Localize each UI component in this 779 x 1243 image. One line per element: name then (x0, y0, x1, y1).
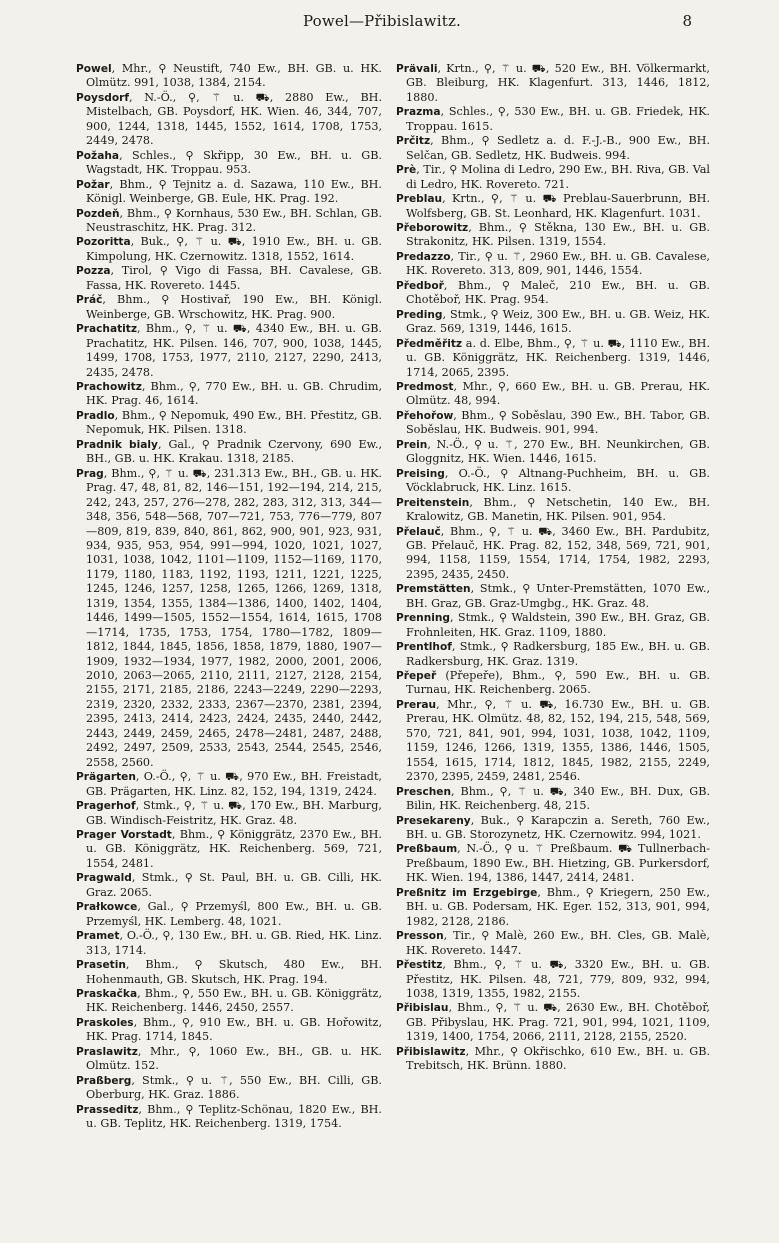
directory-entry (76, 1016, 382, 1045)
directory-entry (76, 1074, 382, 1103)
entry-details: , O.-Ö., ⚲ Altnang-Puchheim, BH. u. GB. Vöcklabruck, HK. Linz. 1615. (406, 466, 710, 495)
entry-details: , Krtn., ⚲, ⚚ u. ⛟ Preblau-Sauerbrunn, BH. Wolfsberg, GB. St. Leonhard, HK. Klagenfurt. 1031. (406, 192, 710, 220)
entry-place-name: Prag (76, 467, 104, 480)
entry-place-name: Přelauč (396, 525, 441, 538)
entry-place-name: Praßberg (76, 1074, 132, 1087)
entry-details: , N.-Ö., ⚲ u. ⚚ Preßbaum. ⛟ Tullnerbach-Preßbaum, 1890 Ew., BH. Hietzing, GB. Purkersdorf, HK. Wien. 194, 1386, 1447, 2414, 2481. (406, 842, 710, 885)
entry-place-name: Preding (396, 308, 443, 321)
entry-details: , Bhm., ⚲ Teplitz-Schönau, 1820 Ew., BH. u. GB. Teplitz, HK. Reichenberg. 1319, 1754. (86, 1102, 382, 1131)
entry-place-name: Premstätten (396, 583, 471, 596)
entry-place-name: Přepeř (396, 670, 437, 683)
directory-entry (396, 785, 710, 814)
entry-place-name: Preising (396, 467, 445, 480)
entry-details: , Stmk., ⚲ Unter-Premstätten, 1070 Ew., BH. Graz, GB. Graz-Umgbg., HK. Graz. 48. (406, 582, 710, 610)
directory-entry (76, 438, 382, 467)
entry-details: , Bhm., ⚲, 770 Ew., BH. u. GB. Chrudim, HK. Prag. 46, 1614. (86, 379, 382, 408)
entry-details: , Bhm., ⚲, ⚚ u. ⛟, 3320 Ew., BH. u. GB. Přestitz, HK. Pilsen. 48, 721, 779, 809, 932, 994, 1038, 1319, 1355, 1982, 2155. (406, 958, 710, 1000)
entry-place-name: Prè (396, 164, 417, 177)
entry-place-name: Predazzo (396, 250, 451, 263)
entry-details: , Tir., ⚲ Molina di Ledro, 290 Ew., BH. Riva, GB. Val di Ledro, HK. Rovereto. 721. (406, 163, 710, 191)
directory-entry (396, 380, 710, 409)
entry-place-name: Přibislawitz (396, 1045, 466, 1058)
page-number: 8 (682, 12, 692, 30)
directory-entry (396, 669, 710, 698)
entry-place-name: Prägarten (76, 771, 136, 784)
directory-entry (76, 380, 382, 409)
directory-entry (76, 929, 382, 958)
entry-details: , Bhm., ⚲ Skutsch, 480 Ew., BH. Hohenmauth, GB. Skutsch, HK. Prag. 194. (86, 958, 382, 986)
left-column (76, 62, 382, 1132)
directory-entry (396, 308, 710, 337)
entry-place-name: Přeborowitz (396, 221, 469, 234)
entry-place-name: Pragwald (76, 872, 132, 885)
entry-place-name: Přibislau (396, 1002, 449, 1015)
entry-place-name: Prein (396, 438, 428, 451)
right-column (396, 62, 710, 1074)
entry-place-name: Prachowitz (76, 380, 142, 393)
directory-entry (396, 62, 710, 105)
directory-entry (396, 611, 710, 640)
directory-entry (76, 264, 382, 293)
directory-entry (396, 250, 710, 279)
directory-entry (396, 1001, 710, 1044)
directory-entry (76, 828, 382, 871)
directory-entry (396, 958, 710, 1001)
entry-place-name: Pramet (76, 930, 120, 943)
entry-details: , Schles., ⚲, 530 Ew., BH. u. GB. Friedek, HK. Troppau. 1615. (406, 105, 710, 133)
entry-place-name: Prenning (396, 612, 451, 625)
entry-details: , Tir., ⚲ Malè, 260 Ew., BH. Cles, GB. Malè, HK. Rovereto. 1447. (406, 929, 710, 957)
directory-entry (396, 192, 710, 221)
directory-entry (396, 467, 710, 496)
entry-place-name: Pragerhof (76, 800, 136, 813)
entry-place-name: Prerau (396, 698, 437, 711)
entry-place-name: Prentlhof (396, 641, 452, 654)
entry-details: , Bhm., ⚲, ⚚ u. ⛟, 4340 Ew., BH. u. GB. Prachatitz, HK. Pilsen. 146, 707, 900, 1038, 1445, 1499, 1708, 1753, 1977, 2110, 2127, 2290, 2413, 2435, 2478. (86, 322, 382, 379)
entry-details: , Bhm., ⚲, ⚚ u. ⛟, 2630 Ew., BH. Chotěboř, GB. Přibyslau, HK. Prag. 721, 901, 994, 1021, 1109, 1319, 1400, 1754, 2066, 2111, 2128, 2155, 2520. (406, 1001, 710, 1044)
directory-entry (396, 1045, 710, 1074)
entry-place-name: Praskačka (76, 988, 138, 1000)
entry-details: , Bhm., ⚲ Nepomuk, 490 Ew., BH. Přestitz, GB. Nepomuk, HK. Pilsen. 1318. (86, 408, 382, 437)
entry-place-name: Poysdorf (76, 91, 129, 104)
directory-entry (76, 322, 382, 380)
directory-entry (76, 235, 382, 264)
entry-place-name: Preitenstein (396, 496, 470, 509)
entry-place-name: Pozoritta (76, 236, 131, 249)
entry-place-name: Požaha (76, 149, 120, 162)
entry-details: , Tir., ⚲ u. ⚚, 2960 Ew., BH. u. GB. Cavalese, HK. Rovereto. 313, 809, 901, 1446, 1554. (406, 249, 710, 278)
directory-entry (76, 293, 382, 322)
entry-details: a. d. Elbe, Bhm., ⚲, ⚚ u. ⛟, 1110 Ew., BH. u. GB. Königgrätz, HK. Reichenberg. 1319, 1446, 1714, 2065, 2395. (406, 336, 710, 379)
entry-details: , Stmk., ⚲ u. ⚚, 550 Ew., BH. Cilli, GB. Oberburg, HK. Graz. 1886. (86, 1073, 382, 1102)
entry-place-name: Prasseditz (76, 1103, 139, 1116)
directory-entry (76, 467, 382, 771)
directory-entry (396, 496, 710, 525)
entry-place-name: Prčitz (396, 135, 431, 148)
entry-place-name: Požar (76, 178, 110, 191)
entry-place-name: Preßnitz im Erzgebirge (396, 886, 538, 899)
directory-entry (396, 337, 710, 380)
entry-place-name: Prager Vorstadt (76, 829, 172, 842)
directory-entry (76, 770, 382, 799)
entry-details: , N.-Ö., ⚲ u. ⚚, 270 Ew., BH. Neunkirchen, GB. Gloggnitz, HK. Wien. 1446, 1615. (406, 437, 710, 466)
entry-place-name: Prachatitz (76, 323, 138, 336)
directory-entry (76, 1045, 382, 1074)
entry-place-name: Pradnik bialy (76, 438, 158, 451)
page-title: Powel—Přibislawitz. (302, 12, 462, 30)
entry-details: , Mhr., ⚲, ⚚ u. ⛟, 16.730 Ew., BH. u. GB. Prerau, HK. Olmütz. 48, 82, 152, 194, 215, 548, 569, 570, 721, 841, 901, 994, 1031, 1038, 1042, 1109, 1159, 1246, 1266, 1319, 1355, 1386, 1446, 1505, 1554, 1615, 1714, 1812, 1845, 1982, 2155, 2249, 2370, 2395, 2459, 2481, 2546. (406, 697, 710, 784)
entry-details: , Gal., ⚲ Pradnik Czervony, 690 Ew., BH., GB. u. HK. Krakau. 1318, 2185. (86, 437, 382, 466)
directory-entry (396, 105, 710, 134)
page-header (72, 6, 692, 34)
entry-place-name: Preblau (396, 193, 443, 206)
entry-details: (Přepeře), Bhm., ⚲, 590 Ew., BH. u. GB. Turnau, HK. Reichenberg. 2065. (406, 669, 710, 697)
entry-details: , Stmk., ⚲ Radkersburg, 185 Ew., BH. u. GB. Radkersburg, HK. Graz. 1319. (406, 640, 710, 668)
directory-entry (76, 900, 382, 929)
directory-entry (76, 1103, 382, 1132)
entry-details: , Bhm., ⚲, 910 Ew., BH. u. GB. Hořowitz, HK. Prag. 1714, 1845. (86, 1015, 382, 1044)
entry-place-name: Predmost (396, 380, 454, 393)
directory-entry (76, 987, 382, 1016)
directory-entry (396, 221, 710, 250)
entry-details: , Schles., ⚲ Skřipp, 30 Ew., BH. u. GB. Wagstadt, HK. Troppau. 953. (86, 148, 382, 177)
entry-details: , Bhm., ⚲, ⚚ u. ⛟, 231.313 Ew., BH., GB. u. HK. Prag. 47, 48, 81, 82, 146—151, 192—194, 214, 215, 242, 243, 257, 276—278, 282, 283, 312, 313, 344—348, 356, 548—568, 707—721, 753, 776—779, 807—809, 819, 839, 840, 861, 862, 900, 901, 923, 931, 934, 935, 953, 954, 991—994, 1020, 1021, 1027, 1031, 1038, 1042, 1101—1109, 1152—1169, 1170, 1179, 1180, 1183, 1192, 1193, 1211, 1221, 1225, 1245, 1246, 1257, 1258, 1265, 1266, 1269, 1318, 1319, 1354, 1355, 1384—1386, 1400, 1402, 1404, 1446, 1499—1505, 1552—1554, 1614, 1615, 1708—1714, 1735, 1753, 1754, 1780—1782, 1809—1812, 1844, 1845, 1856, 1858, 1879, 1880, 1907—1909, 1932—1934, 1977, 1982, 2000, 2001, 2006, 2010, 2063—2065, 2110, 2111, 2127, 2128, 2154, 2155, 2171, 2185, 2186, 2243—2249, 2290—2293, 2319, 2320, 2332, 2333, 2367—2370, 2381, 2394, 2395, 2413, 2414, 2423, 2424, 2435, 2440, 2442, 2443, 2449, 2459, 2465, 2478—2481, 2487, 2488, 2492, 2497, 2509, 2533, 2543, 2544, 2545, 2546, 2558, 2560. (86, 466, 382, 769)
entry-details: , Buk., ⚲ Karapczin a. Sereth, 760 Ew., BH. u. GB. Storozynetz, HK. Czernowitz. 994, 1021. (406, 813, 710, 842)
directory-entry (396, 134, 710, 163)
entry-place-name: Pozza (76, 265, 111, 278)
entry-details: , Tirol, ⚲ Vigo di Fassa, BH. Cavalese, GB. Fassa, HK. Rovereto. 1445. (86, 264, 382, 292)
entry-place-name: Presson (396, 930, 444, 943)
directory-entry (76, 799, 382, 828)
entry-details: , Bhm., ⚲, ⚚ u. ⛟, 3460 Ew., BH. Pardubitz, GB. Přelauč, HK. Prag. 82, 152, 348, 569, 721, 901, 994, 1158, 1159, 1554, 1714, 1754, 1982, 2293, 2395, 2435, 2450. (406, 524, 710, 581)
directory-entry (396, 409, 710, 438)
directory-entry (76, 958, 382, 987)
directory-entry (396, 929, 710, 958)
entry-details: , O.-Ö., ⚲, ⚚ u. ⛟, 970 Ew., BH. Freistadt, GB. Prägarten, HK. Linz. 82, 152, 194, 1319, 2424. (86, 770, 382, 798)
directory-entry (396, 886, 710, 929)
directory-entry (76, 62, 382, 91)
entry-details: , Mhr., ⚲ Okřischko, 610 Ew., BH. u. GB. Trebitsch, HK. Brünn. 1880. (406, 1044, 710, 1073)
entry-place-name: Preschen (396, 785, 452, 798)
entry-details: , Bhm., ⚲ Sedletz a. d. F.-J.-B., 900 Ew., BH. Selčan, GB. Sedletz, HK. Budweis. 994. (406, 134, 710, 162)
entry-place-name: Powel (76, 63, 112, 75)
entry-details: , Bhm., ⚲, 550 Ew., BH. u. GB. Königgrätz, HK. Reichenberg. 1446, 2450, 2557. (86, 987, 382, 1015)
directory-entry (76, 178, 382, 207)
entry-place-name: Prałkowce (76, 901, 138, 914)
entry-details: , Stmk., ⚲ Weiz, 300 Ew., BH. u. GB. Weiz, HK. Graz. 569, 1319, 1446, 1615. (406, 307, 710, 336)
entry-details: , Krtn., ⚲, ⚚ u. ⛟, 520 Ew., BH. Völkermarkt, GB. Bleiburg, HK. Klagenfurt. 313, 1446, 1812, 1880. (406, 62, 710, 104)
entry-details: , Bhm., ⚲ Hostivař, 190 Ew., BH. Königl. Weinberge, GB. Wrschowitz, HK. Prag. 900. (86, 293, 382, 321)
entry-details: , Mhr., ⚲ Neustift, 740 Ew., BH. GB. u. HK. Olmütz. 991, 1038, 1384, 2154. (86, 62, 382, 90)
entry-details: , O.-Ö., ⚲, 130 Ew., BH. u. GB. Ried, HK. Linz. 313, 1714. (86, 929, 382, 957)
directory-entry (396, 163, 710, 192)
directory-entry (396, 279, 710, 308)
directory-entry (396, 640, 710, 669)
entry-details: , Bhm., ⚲ Kriegern, 250 Ew., BH. u. GB. Podersam, HK. Eger. 152, 313, 901, 994, 1982, 2128, 2186. (406, 885, 710, 928)
directory-entry (396, 814, 710, 843)
directory-entry (76, 409, 382, 438)
entry-place-name: Předboř (396, 279, 444, 292)
directory-entry (396, 842, 710, 885)
directory-entry (396, 582, 710, 611)
directory-entry (396, 438, 710, 467)
entry-details: , Bhm., ⚲ Kornhaus, 530 Ew., BH. Schlan, GB. Neustraschitz, HK. Prag. 312. (86, 206, 382, 234)
entry-details: , Mhr., ⚲, 660 Ew., BH. u. GB. Prerau, HK. Olmütz. 48, 994. (406, 379, 710, 408)
entry-details: , Bhm., ⚲ Soběslau, 390 Ew., BH. Tabor, GB. Soběslau, HK. Budweis. 901, 994. (406, 408, 710, 437)
entry-place-name: Praslawitz (76, 1045, 138, 1058)
entry-details: , Bhm., ⚲, ⚚ u. ⛟, 340 Ew., BH. Dux, GB. Bilin, HK. Reichenberg. 48, 215. (406, 784, 710, 813)
entry-details: , Stmk., ⚲, ⚚ u. ⛟, 170 Ew., BH. Marburg, GB. Windisch-Feistritz, HK. Graz. 48. (86, 799, 382, 827)
directory-entry (396, 525, 710, 583)
entry-place-name: Prävali (396, 63, 438, 75)
entry-details: , Gal., ⚲ Przemyśl, 800 Ew., BH. u. GB. Przemyśl, HK. Lemberg. 48, 1021. (86, 900, 382, 928)
directory-entry (76, 149, 382, 178)
entry-details: , N.-Ö., ⚲, ⚚ u. ⛟, 2880 Ew., BH. Mistelbach, GB. Poysdorf, HK. Wien. 46, 344, 707, 900, 1244, 1318, 1445, 1552, 1614, 1708, 1753, 2449, 2478. (86, 90, 382, 148)
entry-place-name: Presekareny (396, 814, 471, 827)
entry-place-name: Pozdeň (76, 207, 120, 220)
entry-details: , Bhm., ⚲ Tejnitz a. d. Sazawa, 110 Ew., BH. Königl. Weinberge, GB. Eule, HK. Prag. 192. (86, 177, 382, 206)
directory-entry (76, 207, 382, 236)
entry-details: , Mhr., ⚲, 1060 Ew., BH., GB. u. HK. Olmütz. 152. (86, 1044, 382, 1073)
directory-entry (76, 91, 382, 149)
entry-place-name: Předměřitz (396, 337, 463, 350)
entry-details: , Bhm., ⚲ Maleč, 210 Ew., BH. u. GB. Chotěboř, HK. Prag. 954. (406, 278, 710, 307)
entry-details: , Bhm., ⚲ Königgrätz, 2370 Ew., BH. u. GB. Königgrätz, HK. Reichenberg. 569, 721, 1554, 2481. (86, 828, 382, 870)
directory-entry (396, 698, 710, 785)
entry-place-name: Preßbaum (396, 843, 458, 856)
entry-details: , Buk., ⚲, ⚚ u. ⛟, 1910 Ew., BH. u. GB. Kimpolung, HK. Czernowitz. 1318, 1552, 1614. (86, 235, 382, 263)
entry-details: , Bhm., ⚲ Netschetin, 140 Ew., BH. Kralowitz, GB. Manetin, HK. Pilsen. 901, 954. (406, 495, 710, 524)
entry-place-name: Prasetin (76, 959, 126, 972)
entry-place-name: Praskoles (76, 1016, 134, 1029)
entry-place-name: Prazma (396, 106, 441, 119)
entry-place-name: Pradlo (76, 409, 115, 422)
entry-place-name: Práč (76, 294, 103, 307)
entry-details: , Bhm., ⚲ Stěkna, 130 Ew., BH. u. GB. Strakonitz, HK. Pilsen. 1319, 1554. (406, 220, 710, 249)
entry-place-name: Přestitz (396, 959, 443, 972)
entry-details: , Stmk., ⚲ St. Paul, BH. u. GB. Cilli, HK. Graz. 2065. (86, 871, 382, 899)
entry-place-name: Přehořow (396, 409, 454, 422)
directory-entry (76, 871, 382, 900)
entry-details: , Stmk., ⚲ Waldstein, 390 Ew., BH. Graz, GB. Frohnleiten, HK. Graz. 1109, 1880. (406, 611, 710, 639)
